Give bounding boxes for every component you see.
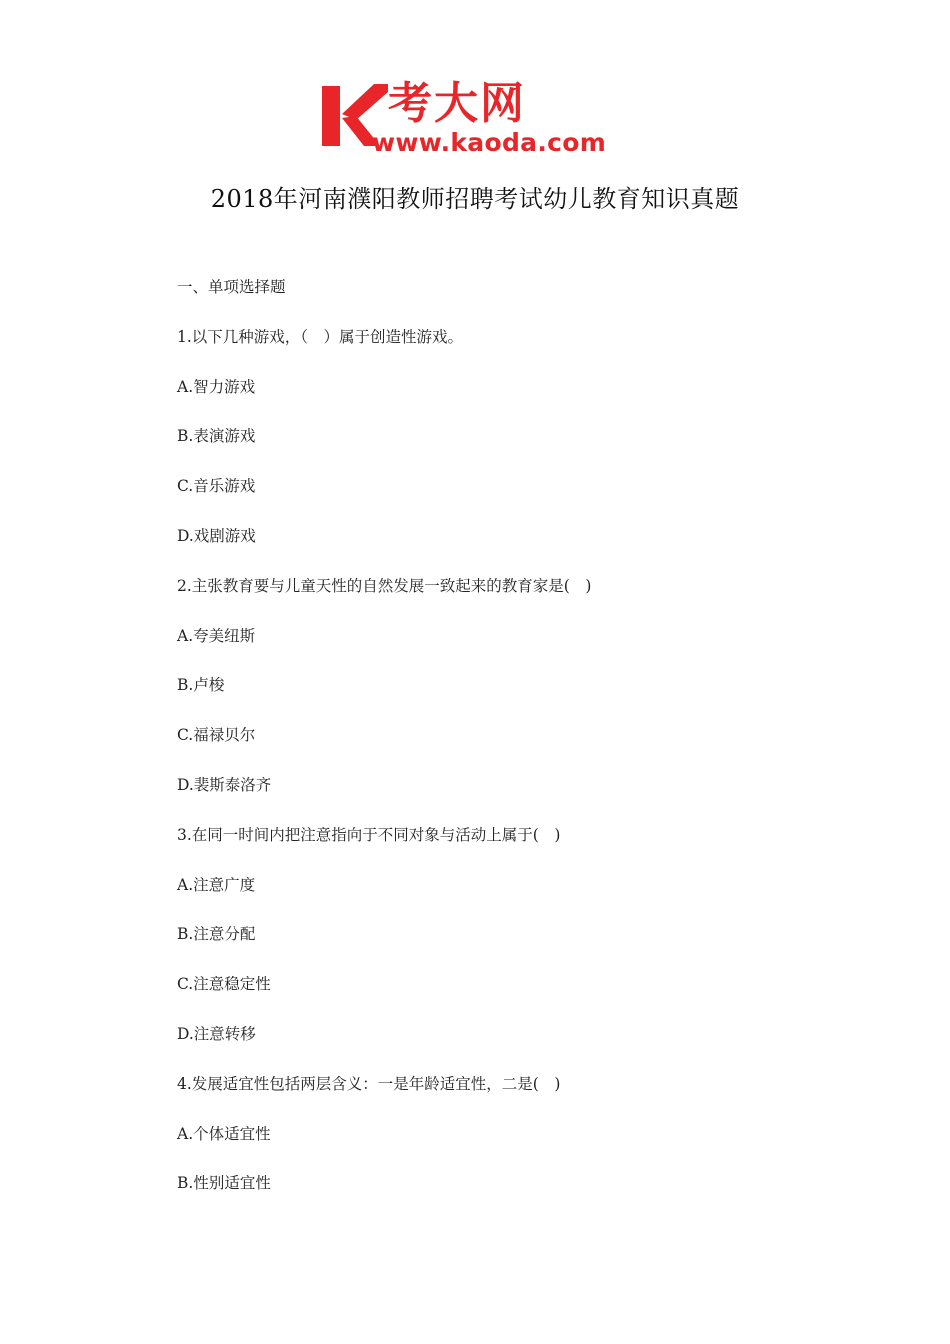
question-3-option-b: B.注意分配 <box>177 925 256 944</box>
question-2-option-b: B.卢梭 <box>177 676 225 695</box>
question-1-option-c: C.音乐游戏 <box>177 477 256 496</box>
question-1-option-b: B.表演游戏 <box>177 427 256 446</box>
question-2-option-c: C.福禄贝尔 <box>177 726 256 745</box>
question-3-option-d: D.注意转移 <box>177 1024 256 1043</box>
question-2-option-d: D.裴斯泰洛齐 <box>177 775 272 794</box>
question-4-option-b: B.性别适宜性 <box>177 1174 271 1193</box>
logo-url-text: www.kaoda.com <box>372 128 607 157</box>
question-1: 1.以下几种游戏，（ ）属于创造性游戏。 <box>177 327 464 346</box>
question-2-option-a: A.夸美纽斯 <box>177 626 256 645</box>
question-3: 3.在同一时间内把注意指向于不同对象与活动上属于( ) <box>177 825 561 844</box>
question-1-option-d: D.戏剧游戏 <box>177 526 256 545</box>
question-3-option-a: A.注意广度 <box>177 875 256 894</box>
question-2: 2.主张教育要与儿童天性的自然发展一致起来的教育家是( ) <box>177 576 592 595</box>
kaoda-logo <box>318 80 638 160</box>
logo-brand-text: 考大网 <box>388 78 526 129</box>
section-heading: 一、单项选择题 <box>177 278 286 296</box>
question-4: 4.发展适宜性包括两层含义：一是年龄适宜性，二是( ) <box>177 1074 561 1093</box>
document-title: 2018年河南濮阳教师招聘考试幼儿教育知识真题 <box>210 185 740 213</box>
question-3-option-c: C.注意稳定性 <box>177 975 271 994</box>
question-4-option-a: A.个体适宜性 <box>177 1124 271 1143</box>
question-1-option-a: A.智力游戏 <box>177 377 256 396</box>
question-list <box>177 273 877 1219</box>
